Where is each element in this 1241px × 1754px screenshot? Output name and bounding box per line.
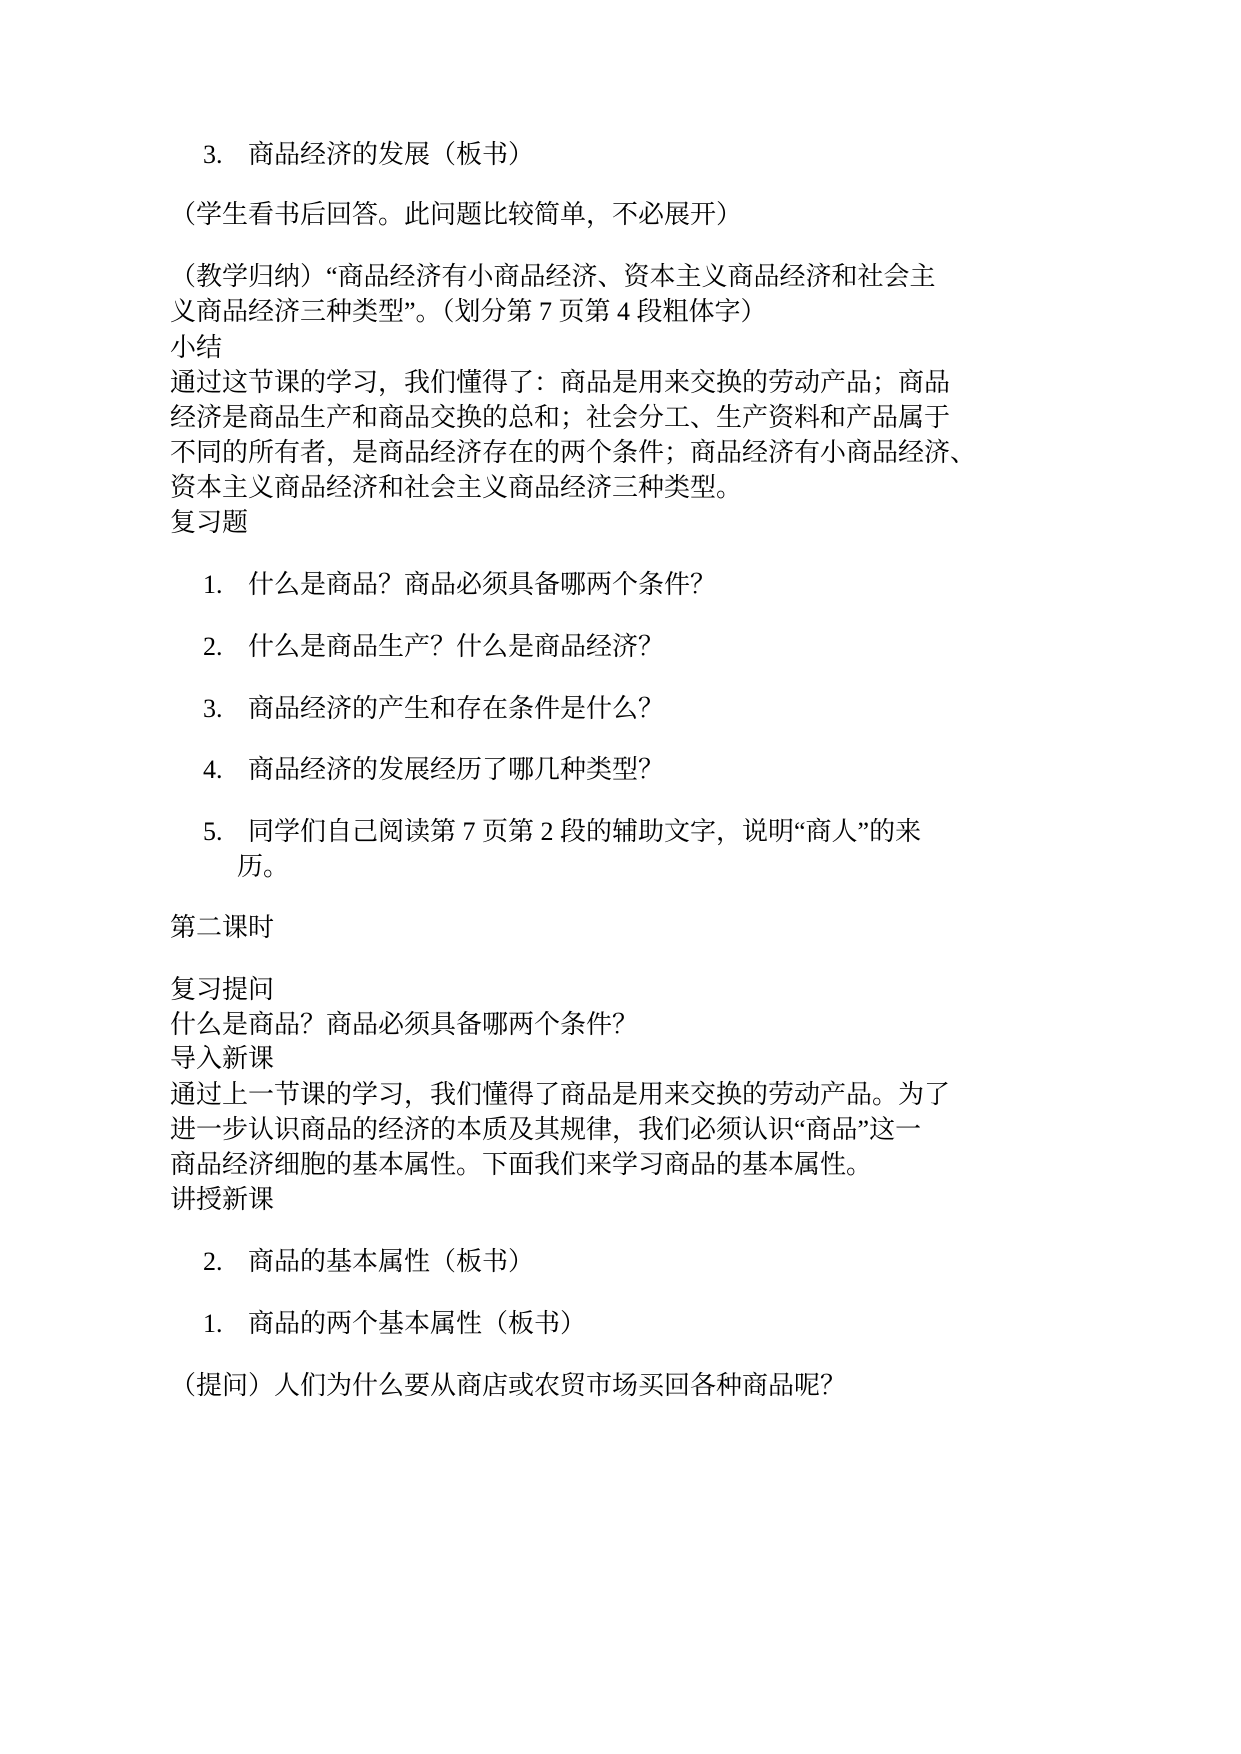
new-lesson-item-number: 2.	[203, 1247, 223, 1276]
review-question-number: 2.	[203, 632, 223, 661]
review-prompt-text: 什么是商品？商品必须具备哪两个条件？	[170, 1010, 639, 1039]
question-prompt: （提问）人们为什么要从商店或农贸市场买回各种商品呢？	[170, 1371, 847, 1400]
intro-line: 通过上一节课的学习，我们懂得了商品是用来交换的劳动产品。为了	[170, 1080, 951, 1109]
new-lesson-item-title: 商品的基本属性（板书）	[248, 1247, 535, 1276]
intro-heading: 导入新课	[170, 1044, 275, 1073]
review-question-number: 5.	[203, 817, 223, 846]
lesson-two-heading: 第二课时	[170, 913, 275, 942]
review-question-text: 什么是商品？商品必须具备哪两个条件？	[248, 570, 717, 599]
summary-line: 经济是商品生产和商品交换的总和；社会分工、生产资料和产品属于	[170, 403, 951, 432]
new-lesson-item-title: 商品的两个基本属性（板书）	[248, 1309, 587, 1338]
review-question-text: 商品经济的产生和存在条件是什么？	[248, 694, 665, 723]
summary-heading: 小结	[170, 333, 223, 362]
teaching-summary-line: （教学归纳）“商品经济有小商品经济、资本主义商品经济和社会主	[170, 262, 936, 291]
review-heading: 复习题	[170, 508, 249, 537]
teaching-summary-line: 义商品经济三种类型”。（划分第 7 页第 4 段粗体字）	[170, 297, 767, 326]
new-lesson-heading: 讲授新课	[170, 1185, 275, 1214]
review-prompt-heading: 复习提问	[170, 975, 275, 1004]
review-question-number: 1.	[203, 570, 223, 599]
review-question-number: 3.	[203, 694, 223, 723]
review-question-text: 什么是商品生产？什么是商品经济？	[248, 632, 665, 661]
section-title: 商品经济的发展（板书）	[248, 140, 535, 169]
intro-line: 商品经济细胞的基本属性。下面我们来学习商品的基本属性。	[170, 1150, 873, 1179]
summary-line: 不同的所有者，是商品经济存在的两个条件；商品经济有小商品经济、	[170, 438, 977, 467]
review-question-text: 商品经济的发展经历了哪几种类型？	[248, 755, 665, 784]
student-note: （学生看书后回答。此问题比较简单，不必展开）	[170, 200, 743, 229]
review-question-number: 4.	[203, 755, 223, 784]
new-lesson-item-number: 1.	[203, 1309, 223, 1338]
section-number: 3.	[203, 140, 223, 169]
review-question-text: 同学们自己阅读第 7 页第 2 段的辅助文字，说明“商人”的来	[248, 817, 922, 846]
summary-line: 资本主义商品经济和社会主义商品经济三种类型。	[170, 473, 743, 502]
review-question-text: 历。	[237, 852, 290, 881]
summary-line: 通过这节课的学习，我们懂得了：商品是用来交换的劳动产品；商品	[170, 368, 951, 397]
intro-line: 进一步认识商品的经济的本质及其规律，我们必须认识“商品”这一	[170, 1115, 922, 1144]
